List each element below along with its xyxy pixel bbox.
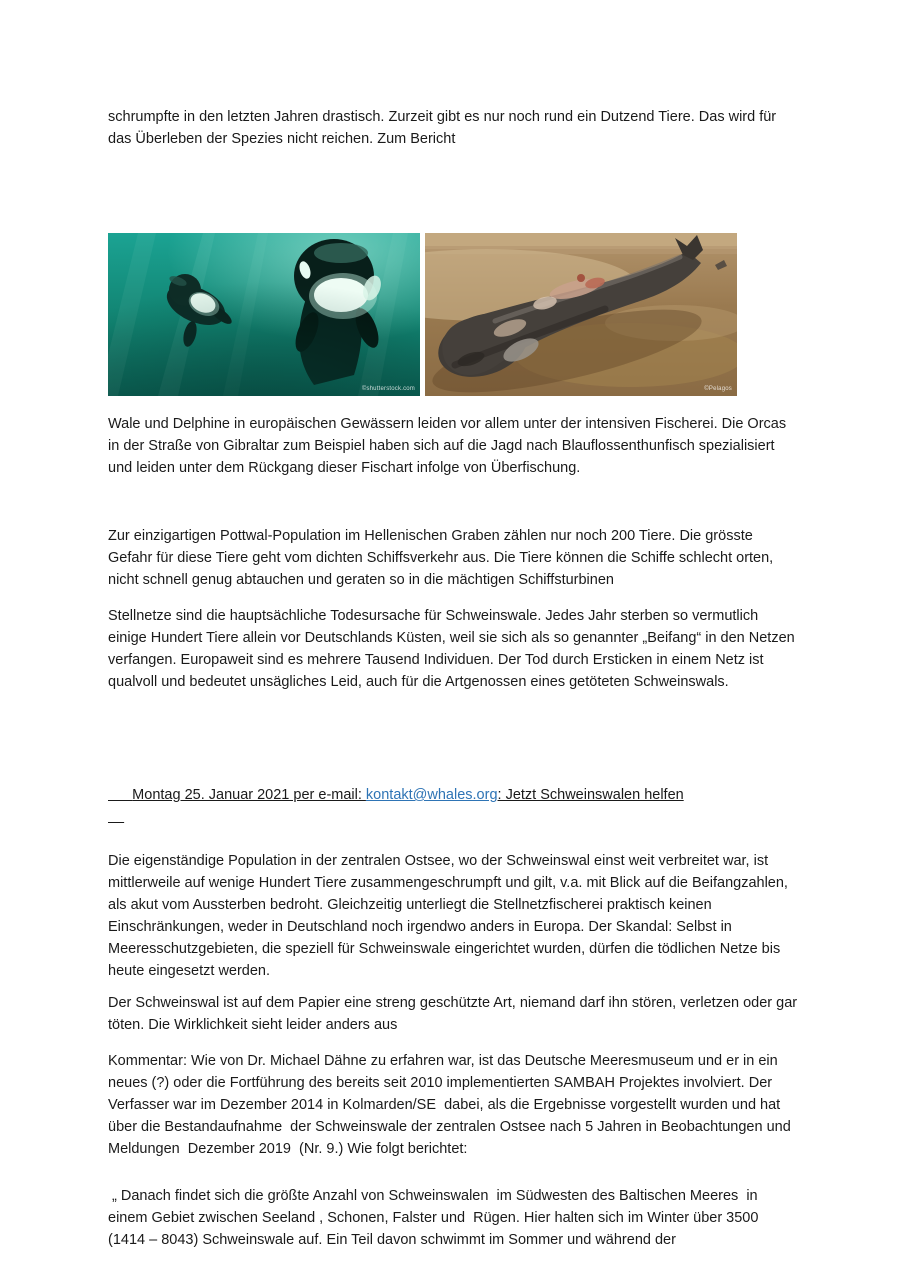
email-line-suffix: : Jetzt Schweinswalen helfen bbox=[497, 787, 684, 803]
stranded-whale-illustration bbox=[425, 233, 737, 396]
paragraph-pottwal: Zur einzigartigen Pottwal-Population im Hellenischen Graben zählen nur noch 200 Tiere. Die grösste Gefahr für diese Tiere geht vom dichten Schiffsverkehr aus. Die Tiere können die Schiffe schlecht orten, nicht schnell genug abtauchen und geraten so in die mächtigen Schiffsturbinen bbox=[108, 528, 778, 588]
paragraph-kommentar: Kommentar: Wie von Dr. Michael Dähne zu erfahren war, ist das Deutsche Meeresmuseum und er in ein neues (?) oder die Fortführung des bereits seit 2010 implementierten SAMBAH Projektes involviert. Der Verfasser war im Dezember 2014 in Kolmarden/SE dabei, als die Ergebnisse vorgestellt wurden und hat über die Bestandaufnahme der Schweinswale der zentralen Ostsee nach 5 Jahren in Beobachtungen und Meldungen Dezember 2019 (Nr. 9.) Wie folgt berichtet: bbox=[108, 1053, 795, 1157]
paragraph-ostsee: Die eigenständige Population in der zentralen Ostsee, wo der Schweinswal einst weit verbreitet war, ist mittlerweile auf wenige Hundert Tiere zusammengeschrumpft und gilt, v.a. mit Blick auf die Beifangzahlen, als akut vom Aussterben bedroht. Gleichzeitig unterliegt die Stellnetzfischerei praktisch keinen Einschränkungen, weder in Deutschland noch irgendwo anders in Europa. Der Skandal: Selbst in Meeresschutzgebieten, die speziell für Schweinswale eingerichtet wurden, dürfen die tödlichen Netze bis heute eingesetzt werden. bbox=[108, 853, 792, 979]
paragraph-stellnetze: Stellnetze sind die hauptsächliche Todesursache für Schweinswale. Jedes Jahr sterben so vermutlich einige Hundert Tiere allein vor Deutschlands Küsten, weil sie sich als so genannter „Beifang“ in den Netzen verfangen. Europaweit sind es mehrere Tausend Individuen. Der Tod durch Ersticken in einem Netz ist qualvoll und bedeutet unsägliches Leid, auch für die Artgenossen eines getöteten Schweinswals. bbox=[108, 608, 799, 690]
watermark-pelagos: ©Pelagos bbox=[704, 386, 732, 392]
email-line-prefix: Montag 25. Januar 2021 per e-mail: bbox=[132, 787, 366, 803]
figure-stranded-whale bbox=[425, 233, 737, 396]
figure-orcas-underwater bbox=[108, 233, 420, 396]
paragraph-intro: schrumpfte in den letzten Jahren drastisch. Zurzeit gibt es nur noch rund ein Dutzend Tiere. Das wird für das Überleben der Spezies nicht reichen. Zum Bericht bbox=[108, 109, 781, 147]
paragraph-fischerei: Wale und Delphine in europäischen Gewässern leiden vor allem unter der intensiven Fischerei. Die Orcas in der Straße von Gibraltar zum Beispiel haben sich auf die Jagd nach Blauflossenthunfisch spezialisiert und leiden unter dem Rückgang dieser Fischart infolge von Überfischung. bbox=[108, 416, 791, 476]
email-link[interactable]: kontakt@whales.org bbox=[365, 787, 498, 803]
orcas-underwater-illustration bbox=[108, 233, 420, 396]
watermark-shutterstock: ©shutterstock.com bbox=[361, 386, 415, 392]
email-subject-line bbox=[108, 740, 798, 850]
figure-row bbox=[108, 233, 798, 396]
paragraph-zitat: „ Danach findet sich die größte Anzahl von Schweinswalen im Südwesten des Baltischen Meeres in einem Gebiet zwischen Seeland , Schonen, Falster und Rügen. Hier halten sich im Winter über 3500 (1414 – 8043) Schweinswale auf. Ein Teil davon schwimmt im Sommer und während der bbox=[108, 1188, 763, 1248]
paragraph-geschuetzt: Der Schweinswal ist auf dem Papier eine streng geschützte Art, niemand darf ihn stören, verletzen oder gar töten. Die Wirklichkeit sieht leider anders aus bbox=[108, 995, 802, 1033]
